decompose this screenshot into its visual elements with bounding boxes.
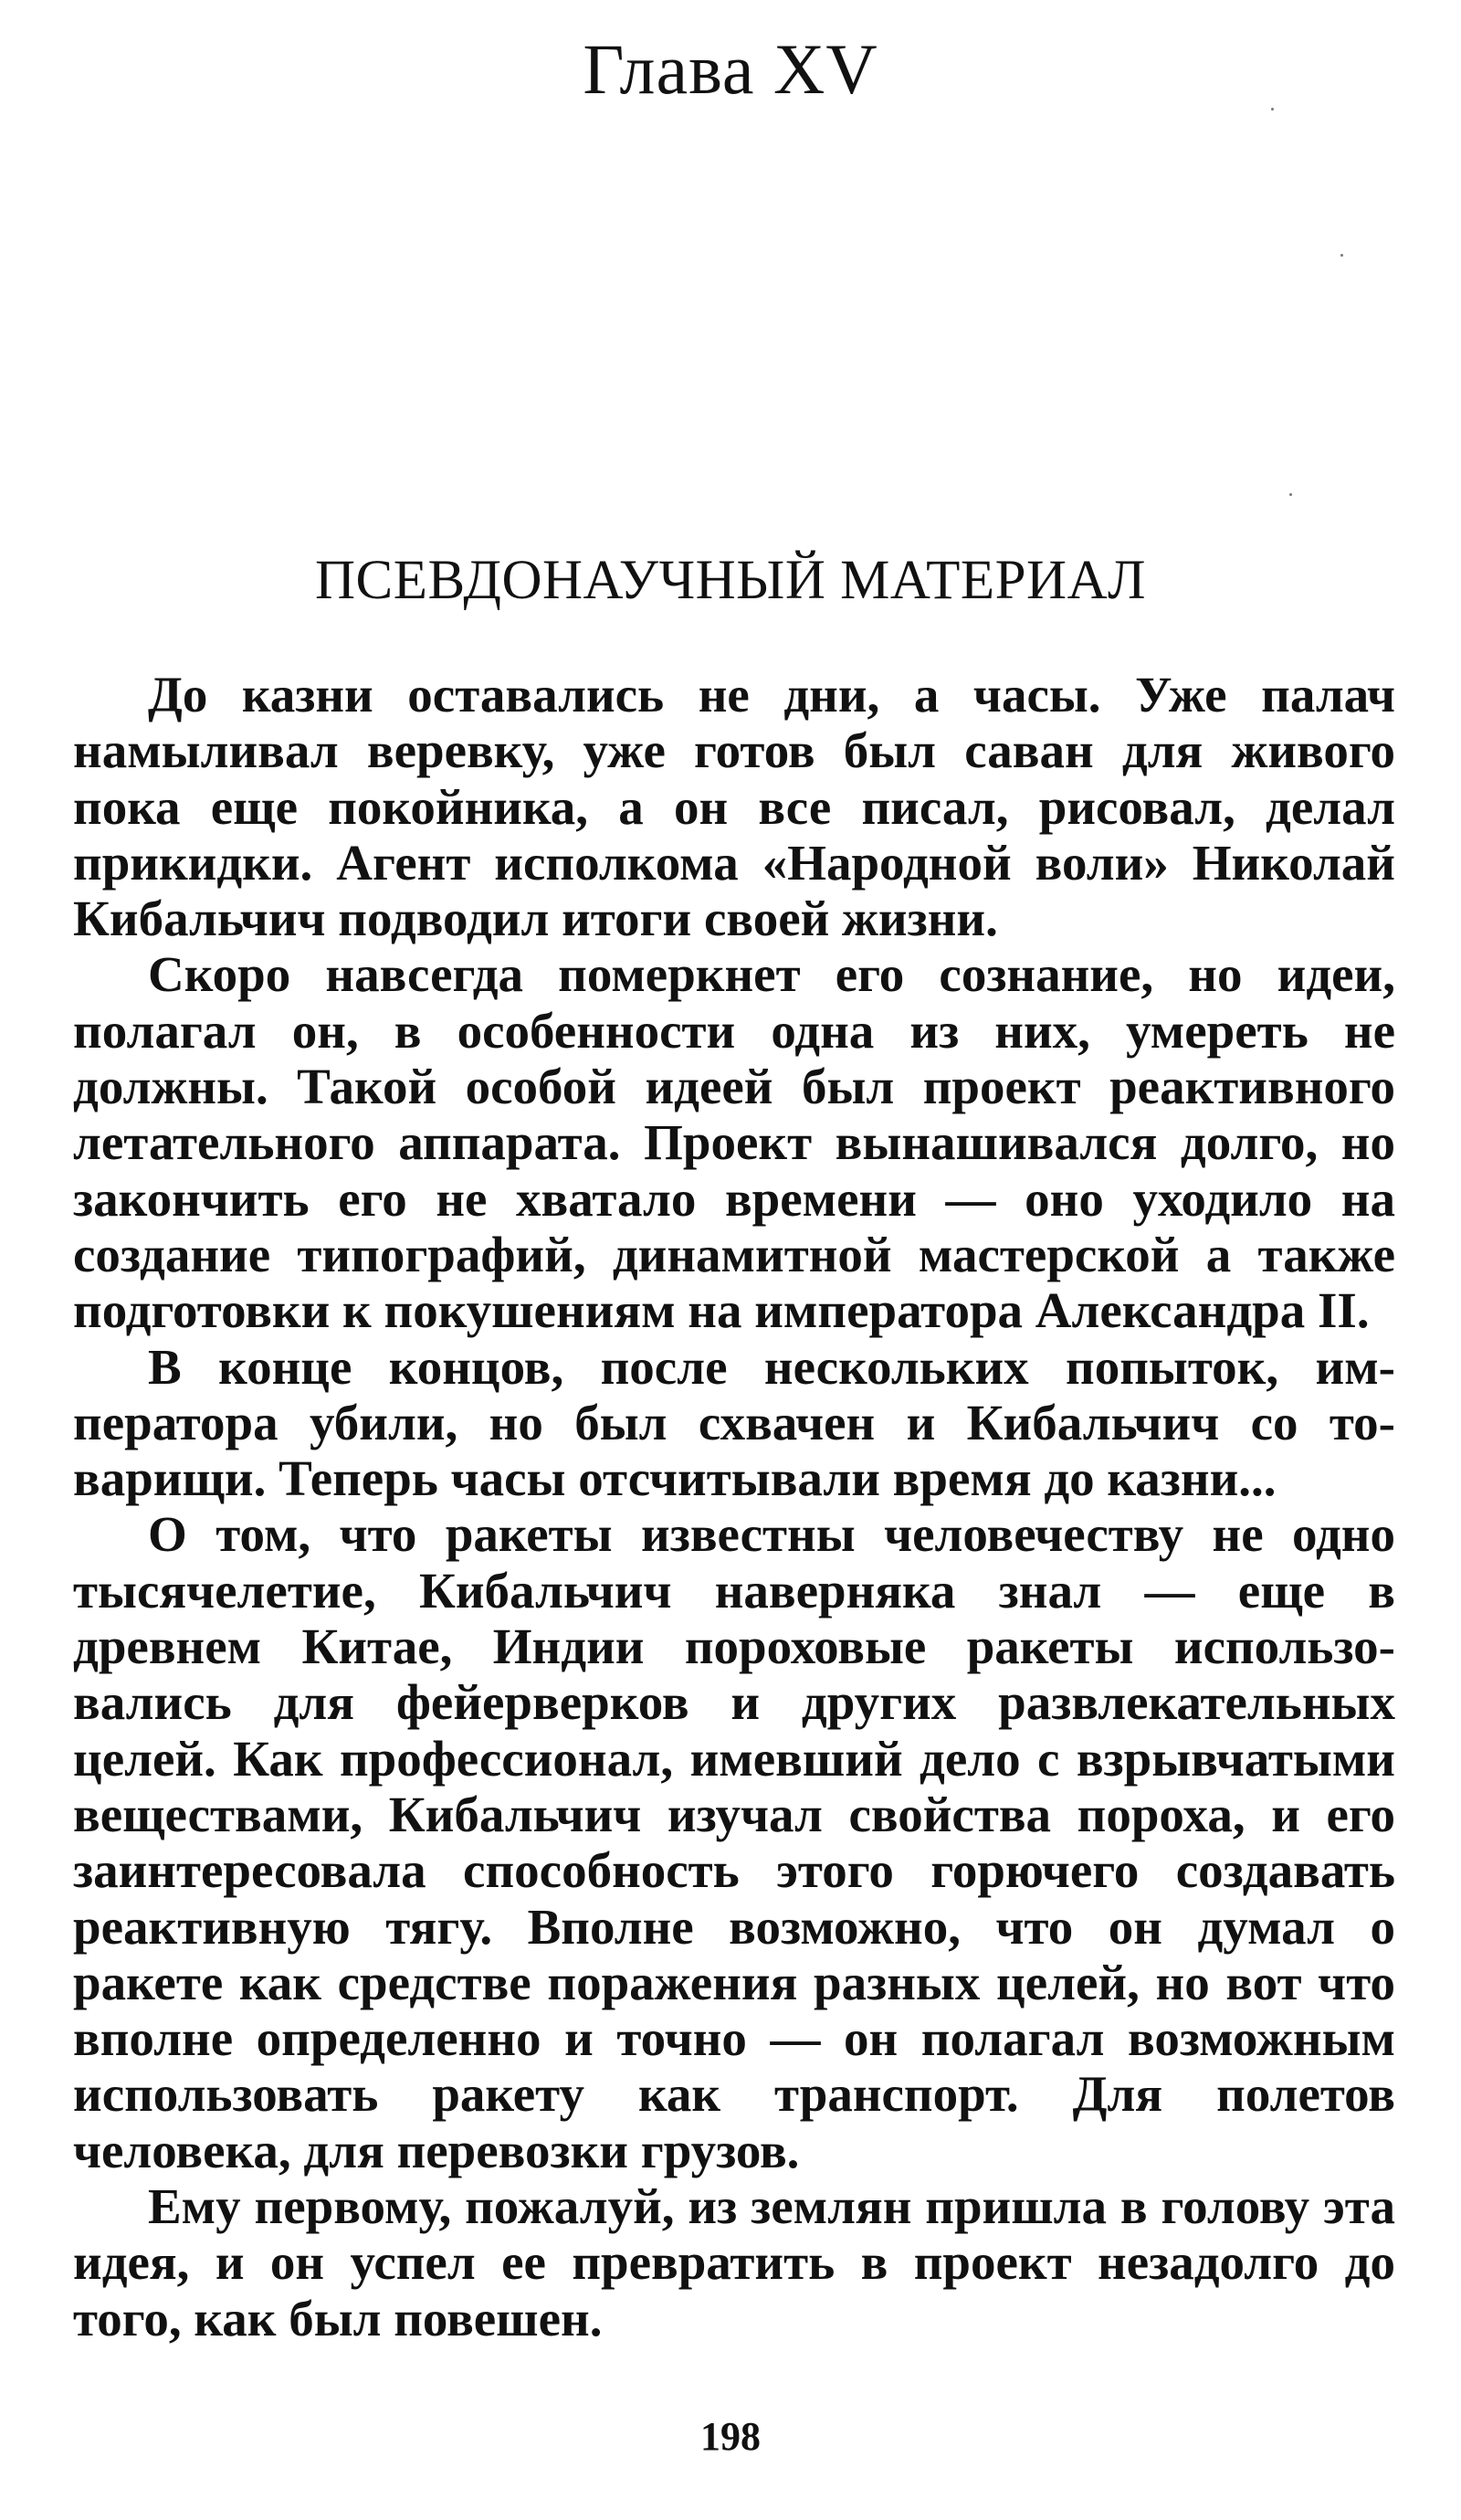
chapter-label: Глава XV xyxy=(583,29,878,109)
section-title: ПСЕВДОНАУЧНЫЙ МАТЕРИАЛ xyxy=(314,550,1146,611)
paragraph: До казни оставались не дни, а часы. Уже палач намыливал веревку, уже готов был саван для живого пока еще покойника, а он все писал, рисовал, делал прикидки. Агент исполкома «Народной воли» Николай Кибальчич подводил итоги своей жизни. xyxy=(73,667,1395,947)
scan-speck xyxy=(1271,108,1274,111)
paragraph: Ему первому, пожалуй, из землян пришла в голову эта идея, и он успел ее превратить в проект незадолго до того, как был повешен. xyxy=(73,2178,1395,2346)
page-number: 198 xyxy=(700,2414,761,2459)
paragraph: В конце концов, после нескольких попыток, императора убили, но был схвачен и Кибальчич со товарищи. Теперь часы отсчитывали время до казни... xyxy=(73,1338,1395,1507)
paragraph: Скоро навсегда померкнет его сознание, но идеи, полагал он, в особенности одна из них, умереть не должны. Такой особой идеей был проект реактивного летательного аппарата. Проект вынашивался долго, но закончить его не хватало времени — оно уходило на создание типографий, динамитной мастерской а также подготовки к покушениям на императора Александра II. xyxy=(73,946,1395,1339)
body-text xyxy=(73,667,1395,2346)
scan-speck xyxy=(1340,254,1343,257)
scan-speck xyxy=(1289,493,1292,496)
paragraph: О том, что ракеты известны человечеству не одно тысячелетие, Кибальчич наверняка знал — еще в древнем Китае, Индии пороховые ракеты использовались для фейерверков и других развлекательных целей. Как профессионал, имевший дело с взрывчатыми веществами, Кибальчич изучал свойства пороха, и его заинтересовала способность этого горючего создавать реактивную тягу. Вполне возможно, что он думал о ракете как средстве поражения разных целей, но вот что вполне определенно и точно — он полагал возможным использовать ракету как транспорт. Для полетов человека, для перевозки грузов. xyxy=(73,1506,1395,2178)
